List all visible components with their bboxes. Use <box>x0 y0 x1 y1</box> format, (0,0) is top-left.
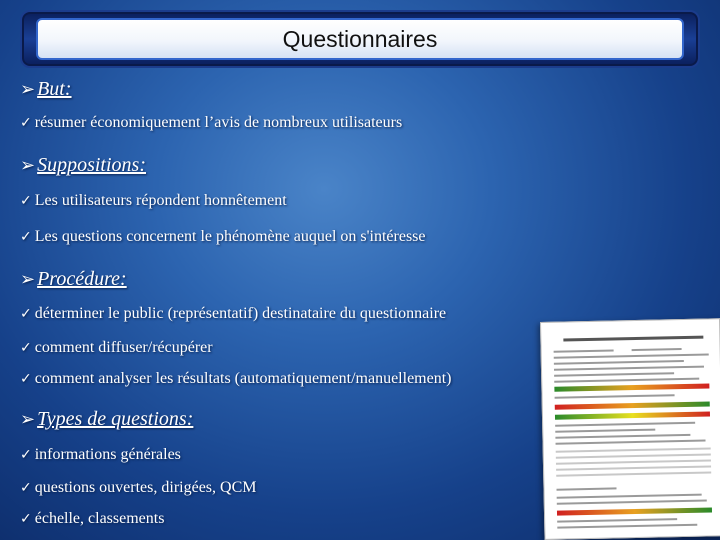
checkmark-bullet-icon: ✓ <box>20 511 32 527</box>
list-item-text: questions ouvertes, dirigées, QCM <box>34 479 257 496</box>
doc-line <box>556 447 711 452</box>
checkmark-bullet-icon: ✓ <box>20 229 32 245</box>
doc-scale-bar <box>555 411 710 419</box>
doc-scale-bar <box>554 383 709 391</box>
arrow-bullet-icon: ➢ <box>20 409 36 430</box>
doc-line <box>554 372 674 377</box>
arrow-bullet-icon: ➢ <box>20 155 36 176</box>
list-item <box>20 192 287 210</box>
list-item <box>20 114 402 132</box>
doc-line <box>554 366 704 371</box>
section-heading-text: Procédure: <box>37 268 127 290</box>
checkmark-bullet-icon: ✓ <box>20 371 32 387</box>
doc-line <box>556 471 711 476</box>
doc-line <box>556 459 711 464</box>
doc-line <box>554 349 614 352</box>
list-item-text: comment analyser les résultats (automatiquement/manuellement) <box>34 370 452 387</box>
section-heading-text: But: <box>37 78 72 100</box>
doc-title-line <box>563 336 703 342</box>
list-item-text: échelle, classements <box>34 510 165 527</box>
section-heading-text: Suppositions: <box>37 154 146 176</box>
doc-line <box>557 494 702 499</box>
list-item-text: Les utilisateurs répondent honnêtement <box>34 192 287 209</box>
list-item <box>20 228 426 246</box>
checkmark-bullet-icon: ✓ <box>20 193 32 209</box>
doc-line <box>556 453 711 458</box>
arrow-bullet-icon: ➢ <box>20 269 36 290</box>
title-frame <box>20 10 700 68</box>
list-item-text: Les questions concernent le phénomène auquel on s'intéresse <box>34 228 426 245</box>
section-heading-but <box>20 78 72 101</box>
list-item <box>20 339 213 357</box>
doc-line <box>557 500 707 505</box>
doc-line <box>554 378 699 383</box>
slide-title: Questionnaires <box>282 26 438 52</box>
doc-scale-bar <box>555 401 710 409</box>
list-item <box>20 305 446 323</box>
arrow-bullet-icon: ➢ <box>20 79 36 100</box>
checkmark-bullet-icon: ✓ <box>20 447 32 463</box>
checkmark-bullet-icon: ✓ <box>20 306 32 322</box>
section-heading-text: Types de questions: <box>37 408 194 430</box>
doc-scale-bar <box>557 507 712 515</box>
list-item <box>20 446 181 464</box>
doc-line <box>555 429 655 433</box>
section-heading-procedure <box>20 268 127 291</box>
questionnaire-thumbnail <box>540 318 720 540</box>
list-item-text: déterminer le public (représentatif) destinataire du questionnaire <box>34 305 447 322</box>
doc-line <box>554 353 709 358</box>
checkmark-bullet-icon: ✓ <box>20 340 32 356</box>
doc-line <box>556 465 711 470</box>
doc-line <box>555 434 690 439</box>
doc-line <box>632 348 682 351</box>
doc-line <box>555 422 695 427</box>
list-item-text: informations générales <box>34 446 181 463</box>
doc-line <box>555 394 675 399</box>
checkmark-bullet-icon: ✓ <box>20 480 32 496</box>
list-item-text: comment diffuser/récupérer <box>34 339 213 356</box>
list-item-text: résumer économiquement l’avis de nombreux utilisateurs <box>34 114 403 131</box>
section-heading-suppositions <box>20 154 146 177</box>
checkmark-bullet-icon: ✓ <box>20 115 32 131</box>
doc-line <box>556 487 616 490</box>
doc-line <box>557 524 697 529</box>
title-box <box>36 18 684 60</box>
list-item <box>20 510 164 528</box>
doc-line <box>556 440 706 445</box>
doc-line <box>554 360 684 365</box>
list-item <box>20 479 256 497</box>
doc-line <box>557 518 677 523</box>
list-item <box>20 370 451 388</box>
section-heading-types <box>20 408 193 431</box>
